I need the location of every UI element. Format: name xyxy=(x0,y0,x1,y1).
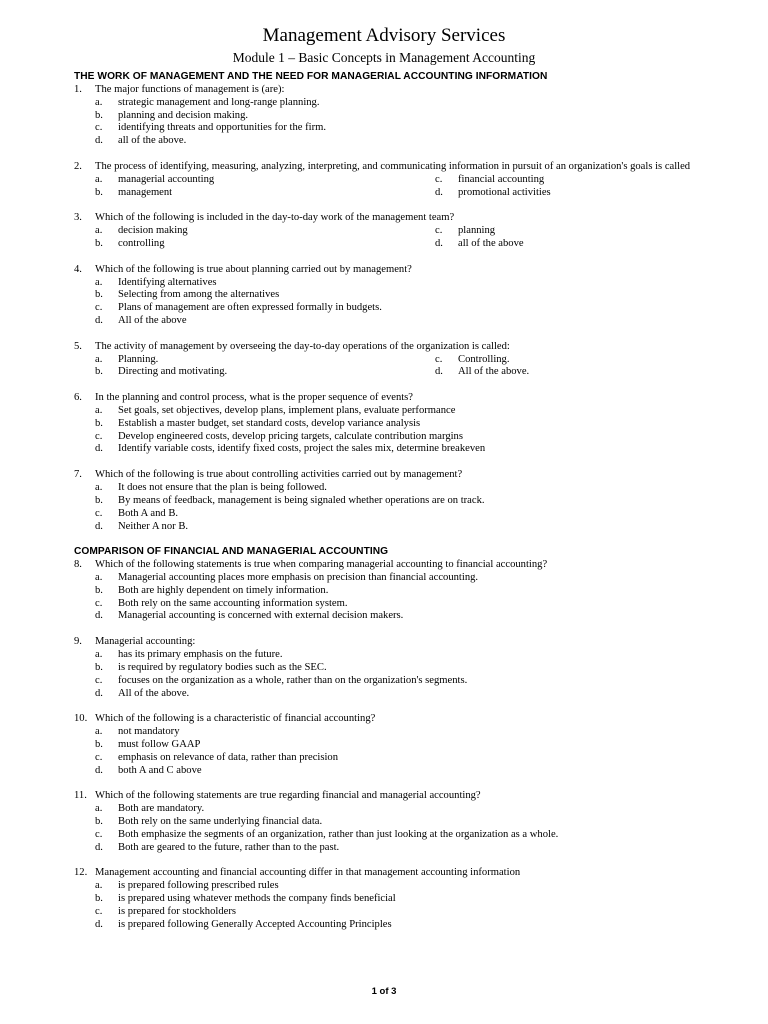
answer-choice xyxy=(95,598,714,611)
choice-text: Both emphasize the segments of an organization, rather than just looking at the organization as a whole. xyxy=(118,828,559,840)
section-heading: COMPARISON OF FINANCIAL AND MANAGERIAL ACCOUNTING xyxy=(74,546,389,558)
choice-letter: a. xyxy=(95,404,103,416)
choice-text: controlling xyxy=(118,237,165,249)
answer-choice xyxy=(95,649,714,662)
question-item xyxy=(74,341,714,380)
choice-letter: b. xyxy=(95,289,103,301)
answer-choice xyxy=(95,765,714,778)
choice-letter: a. xyxy=(95,648,103,660)
choice-text: Set goals, set objectives, develop plans, implement plans, evaluate performance xyxy=(118,404,456,416)
choice-letter: d. xyxy=(95,918,103,930)
document-title: Management Advisory Services xyxy=(262,25,506,46)
question-number: 6. xyxy=(74,392,82,404)
answer-choice xyxy=(435,354,715,367)
question-number: 4. xyxy=(74,263,82,275)
choice-letter: a. xyxy=(95,880,103,892)
choice-letter: c. xyxy=(95,597,103,609)
choice-text: planning xyxy=(458,225,496,237)
answer-choices xyxy=(95,277,714,328)
choice-text: must follow GAAP xyxy=(118,738,201,750)
question-stem xyxy=(74,84,714,97)
choice-text: Both A and B. xyxy=(118,507,179,519)
answer-choice xyxy=(95,431,714,444)
question-stem xyxy=(74,161,714,174)
answer-choice xyxy=(95,893,714,906)
answer-choice xyxy=(95,238,435,251)
choice-letter: d. xyxy=(95,520,103,532)
question-stem xyxy=(74,790,714,803)
choice-text: financial accounting xyxy=(458,173,545,185)
answer-choice xyxy=(95,585,714,598)
question-item xyxy=(74,264,714,328)
question-stem xyxy=(74,264,714,277)
answer-choice xyxy=(95,482,714,495)
answer-choice xyxy=(95,354,435,367)
choice-letter: b. xyxy=(95,186,103,198)
answer-choices xyxy=(95,572,714,623)
question-number: 11. xyxy=(74,790,87,802)
choice-text: managerial accounting xyxy=(118,173,215,185)
document-subtitle: Module 1 – Basic Concepts in Management Accounting xyxy=(232,50,536,65)
choice-text: Both are highly dependent on timely information. xyxy=(118,584,329,596)
choice-text: emphasis on relevance of data, rather than precision xyxy=(118,751,339,763)
answer-choice xyxy=(435,174,715,187)
question-text: Which of the following is included in the day-to-day work of the management team? xyxy=(95,212,455,224)
choice-letter: b. xyxy=(95,237,103,249)
choice-text: Directing and motivating. xyxy=(118,366,228,378)
choice-letter: b. xyxy=(95,417,103,429)
choice-text: Controlling. xyxy=(458,353,510,365)
choice-letter: d. xyxy=(435,366,443,378)
answer-choice xyxy=(95,739,714,752)
question-item xyxy=(74,392,714,456)
answer-choices xyxy=(95,880,714,931)
choice-letter: a. xyxy=(95,225,103,237)
choice-text: decision making xyxy=(118,225,188,237)
choice-text: Neither A nor B. xyxy=(118,520,189,532)
answer-choice xyxy=(95,508,714,521)
choice-text: Both rely on the same underlying financial data. xyxy=(118,815,323,827)
choice-letter: b. xyxy=(95,366,103,378)
choice-text: Selecting from among the alternatives xyxy=(118,289,280,301)
choice-text: Identify variable costs, identify fixed costs, project the sales mix, determine breakeven xyxy=(118,443,486,455)
choice-text: Managerial accounting places more emphasis on precision than financial accounting. xyxy=(118,571,479,583)
choice-letter: d. xyxy=(95,610,103,622)
answer-choice xyxy=(95,829,714,842)
choice-text: promotional activities xyxy=(458,186,551,198)
choice-text: Establish a master budget, set standard costs, develop variance analysis xyxy=(118,417,421,429)
question-text: Management accounting and financial accounting differ in that management accounting information xyxy=(95,867,521,879)
question-number: 12. xyxy=(74,867,88,879)
answer-choice xyxy=(95,675,714,688)
answer-choice xyxy=(95,405,714,418)
choice-text: is required by regulatory bodies such as the SEC. xyxy=(118,661,327,673)
question-item xyxy=(74,161,714,200)
question-text: Which of the following is a characteristic of financial accounting? xyxy=(95,713,376,725)
question-number: 2. xyxy=(74,160,82,172)
choice-text: is prepared following prescribed rules xyxy=(118,880,279,892)
choice-letter: a. xyxy=(95,726,103,738)
choice-letter: a. xyxy=(95,571,103,583)
question-number: 9. xyxy=(74,636,82,648)
question-number: 8. xyxy=(74,559,82,571)
answer-choice xyxy=(435,225,715,238)
choice-text: By means of feedback, management is being signaled whether operations are on track. xyxy=(118,494,485,506)
choice-letter: b. xyxy=(95,494,103,506)
answer-choice xyxy=(95,315,714,328)
choice-text: Planning. xyxy=(118,353,159,365)
answer-choice xyxy=(435,366,715,379)
answer-choice xyxy=(95,187,435,200)
answer-choice xyxy=(95,135,714,148)
question-text: Which of the following statements is true when comparing managerial accounting to financial accounting? xyxy=(95,559,548,571)
answer-choice xyxy=(95,289,714,302)
answer-choice xyxy=(95,610,714,623)
choice-letter: c. xyxy=(95,122,103,134)
choice-letter: b. xyxy=(95,661,103,673)
answer-choices xyxy=(95,482,714,533)
answer-choice xyxy=(95,572,714,585)
answer-choices xyxy=(95,354,714,380)
answer-choice xyxy=(95,919,714,932)
answer-choice xyxy=(95,816,714,829)
choice-text: It does not ensure that the plan is being followed. xyxy=(118,482,327,493)
question-stem xyxy=(74,392,714,405)
answer-choice xyxy=(95,906,714,919)
choice-letter: d. xyxy=(435,186,443,198)
question-stem xyxy=(74,867,714,880)
answer-choices xyxy=(95,225,714,251)
choice-text: Both rely on the same accounting information system. xyxy=(118,597,348,609)
choice-letter: d. xyxy=(95,135,103,147)
answer-choices xyxy=(95,803,714,854)
choice-text: all of the above. xyxy=(118,135,187,147)
choice-text: is prepared using whatever methods the company finds beneficial xyxy=(118,893,396,904)
choice-text: Plans of management are often expressed formally in budgets. xyxy=(118,302,382,314)
answer-choice xyxy=(95,521,714,534)
choice-letter: b. xyxy=(95,584,103,596)
answer-choice xyxy=(95,688,714,701)
answer-choices xyxy=(95,97,714,148)
choice-text: All of the above xyxy=(118,315,187,327)
question-item xyxy=(74,713,714,777)
choice-letter: a. xyxy=(95,482,103,493)
choice-letter: d. xyxy=(95,315,103,327)
choice-letter: c. xyxy=(95,751,103,763)
choice-text: identifying threats and opportunities for the firm. xyxy=(118,122,327,134)
question-number: 7. xyxy=(74,469,82,481)
choice-letter: c. xyxy=(435,173,443,185)
choice-text: is prepared following Generally Accepted Accounting Principles xyxy=(118,918,392,930)
choice-letter: a. xyxy=(95,96,103,108)
answer-choices xyxy=(95,174,714,200)
choice-letter: a. xyxy=(95,276,103,288)
question-text: The process of identifying, measuring, analyzing, interpreting, and communicating information in pursuit of an organization's goals is called xyxy=(95,160,691,172)
answer-choice xyxy=(95,174,435,187)
choice-letter: c. xyxy=(435,225,443,237)
answer-choices xyxy=(95,726,714,777)
choice-text: all of the above xyxy=(458,237,524,249)
question-text: The major functions of management is (are): xyxy=(95,83,285,95)
answer-choice xyxy=(95,726,714,739)
question-stem xyxy=(74,636,714,649)
choice-text: management xyxy=(118,186,173,198)
choice-text: not mandatory xyxy=(118,726,180,738)
choice-letter: d. xyxy=(435,237,443,249)
choice-letter: c. xyxy=(95,828,103,840)
question-item xyxy=(74,469,714,533)
question-item xyxy=(74,84,714,148)
document-body xyxy=(74,71,714,932)
question-text: Which of the following statements are true regarding financial and managerial accounting? xyxy=(95,790,481,802)
question-item xyxy=(74,790,714,854)
answer-choice xyxy=(95,752,714,765)
answer-choice xyxy=(95,418,714,431)
choice-letter: a. xyxy=(95,353,103,365)
choice-text: Identifying alternatives xyxy=(118,276,217,288)
choice-letter: b. xyxy=(95,893,103,904)
answer-choice xyxy=(95,803,714,816)
choice-letter: a. xyxy=(95,173,103,185)
question-number: 1. xyxy=(74,83,82,95)
question-text: Which of the following is true about planning carried out by management? xyxy=(95,263,412,275)
answer-choice xyxy=(95,662,714,675)
answer-choice xyxy=(95,842,714,855)
question-text: The activity of management by overseeing the day-to-day operations of the organization is called: xyxy=(95,340,510,352)
choice-letter: b. xyxy=(95,815,103,827)
answer-choice xyxy=(95,277,714,290)
answer-choice xyxy=(95,225,435,238)
choice-letter: a. xyxy=(95,803,103,815)
answer-choice xyxy=(95,302,714,315)
question-stem xyxy=(74,341,714,354)
choice-text: is prepared for stockholders xyxy=(118,905,236,917)
question-stem xyxy=(74,559,714,572)
question-item xyxy=(74,212,714,251)
answer-choice xyxy=(95,495,714,508)
choice-letter: c. xyxy=(95,507,103,519)
question-stem xyxy=(74,469,714,482)
question-number: 10. xyxy=(74,713,88,725)
choice-text: both A and C above xyxy=(118,764,202,776)
choice-text: Managerial accounting is concerned with external decision makers. xyxy=(118,610,404,622)
question-item xyxy=(74,867,714,931)
question-number: 3. xyxy=(74,212,82,224)
question-stem xyxy=(74,212,714,225)
choice-text: All of the above. xyxy=(458,366,530,378)
answer-choices xyxy=(95,649,714,700)
choice-text: Both are geared to the future, rather than to the past. xyxy=(118,841,340,853)
question-text: Managerial accounting: xyxy=(95,636,196,648)
choice-letter: c. xyxy=(95,674,103,686)
question-item xyxy=(74,559,714,623)
choice-letter: c. xyxy=(95,430,103,442)
choice-letter: b. xyxy=(95,738,103,750)
question-number: 5. xyxy=(74,340,82,352)
choice-text: All of the above. xyxy=(118,687,190,699)
choice-text: planning and decision making. xyxy=(118,109,249,121)
choice-text: Develop engineered costs, develop pricing targets, calculate contribution margins xyxy=(118,430,463,442)
choice-text: Both are mandatory. xyxy=(118,803,205,815)
choice-letter: d. xyxy=(95,443,103,455)
choice-letter: d. xyxy=(95,687,103,699)
choice-text: strategic management and long-range planning. xyxy=(118,96,320,108)
choice-letter: b. xyxy=(95,109,103,121)
section-heading: THE WORK OF MANAGEMENT AND THE NEED FOR MANAGERIAL ACCOUNTING INFORMATION xyxy=(74,71,548,82)
choice-text: focuses on the organization as a whole, rather than on the organization's segments. xyxy=(118,674,468,686)
choice-letter: c. xyxy=(435,353,443,365)
question-item xyxy=(74,636,714,700)
answer-choice xyxy=(95,366,435,379)
answer-choice xyxy=(95,122,714,135)
answer-choice xyxy=(95,110,714,123)
answer-choice xyxy=(95,880,714,893)
question-stem xyxy=(74,713,714,726)
answer-choice xyxy=(95,97,714,110)
question-text: In the planning and control process, what is the proper sequence of events? xyxy=(95,392,414,404)
page-number: 1 of 3 xyxy=(371,986,397,997)
answer-choices xyxy=(95,405,714,456)
question-text: Which of the following is true about controlling activities carried out by management? xyxy=(95,469,463,481)
answer-choice xyxy=(435,187,715,200)
answer-choice xyxy=(95,443,714,456)
answer-choice xyxy=(435,238,715,251)
choice-letter: d. xyxy=(95,841,103,853)
choice-letter: d. xyxy=(95,764,103,776)
choice-text: has its primary emphasis on the future. xyxy=(118,648,283,660)
choice-letter: c. xyxy=(95,905,103,917)
choice-letter: c. xyxy=(95,302,103,314)
